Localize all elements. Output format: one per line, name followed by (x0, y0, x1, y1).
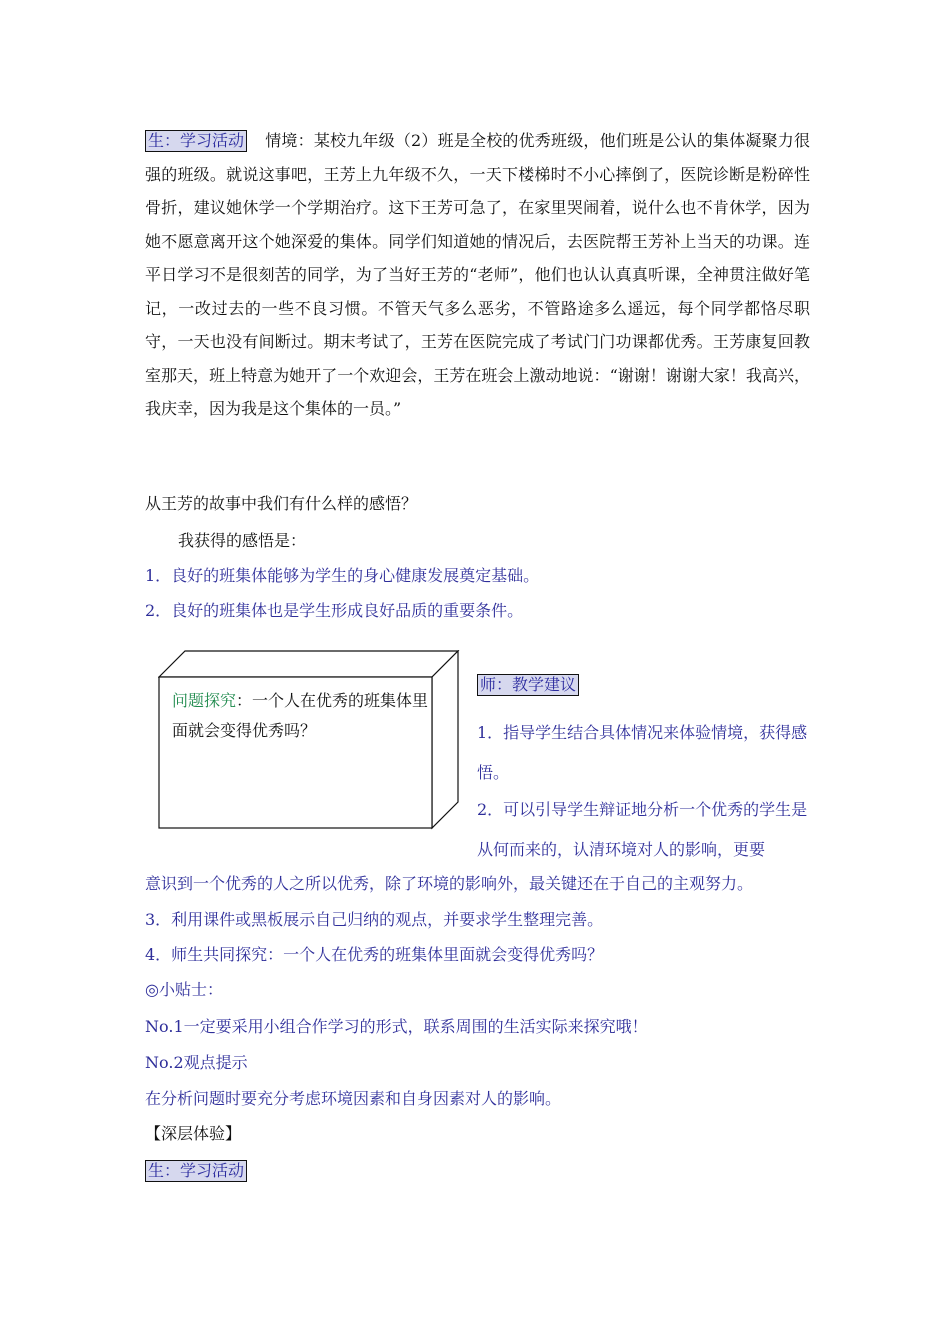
tip-1: No.1一定要采用小组合作学习的形式，联系周围的生活实际来探究哦！ (145, 1017, 648, 1036)
insight-item: 2．良好的班集体也是学生形成良好品质的重要条件。 (145, 601, 524, 620)
situation-paragraph (145, 124, 810, 426)
suggestion-3: 3．利用课件或黑板展示自己归纳的观点，并要求学生整理完善。 (145, 910, 604, 929)
tip-2-text: 在分析问题时要充分考虑环境因素和自身因素对人的影响。 (145, 1089, 562, 1108)
teacher-tag-row (477, 674, 812, 696)
inquiry-label: 问题探究 (172, 691, 237, 710)
inquiry-text-block (172, 686, 434, 746)
student-tag-row-2 (145, 1160, 247, 1182)
suggestion-2-start: 2．可以引导学生辩证地分析一个优秀的学生是从何而来的，认清环境对人的影响，更要 (477, 800, 808, 859)
insight-item: 1．良好的班集体能够为学生的身心健康发展奠定基础。 (145, 566, 540, 585)
suggestion-2-end: 意识到一个优秀的人之所以优秀，除了环境的影响外，最关键还在于自己的主观努力。 (145, 874, 754, 893)
tip-2: No.2观点提示 (145, 1053, 248, 1072)
inquiry-question: ：一个人在优秀的班集体里面就会变得优秀吗？ (172, 691, 429, 740)
situation-text: 情境：某校九年级（2）班是全校的优秀班级，他们班是公认的集体凝聚力很强的班级。就说这事吧，王芳上九年级不久，一天下楼梯时不小心摔倒了，医院诊断是粉碎性骨折，建议她休学一个学期治疗。这下王芳可急了，在家里哭闹着，说什么也不肯休学，因为她不愿意离开这个她深爱的集体。同学们知道她的情况后，去医院帮王芳补上当天的功课。连平日学习不是很刻苦的同学，为了当好王芳的“老师”，他们也认认真真听课，全神贯注做好笔记，一改过去的一些不良习惯。不管天气多么恶劣，不管路途多么遥远，每个同学都恪尽职守，一天也没有间断过。期末考试了，王芳在医院完成了考试门门功课都优秀。王芳康复回教室那天，班上特意为她开了一个欢迎会，王芳在班会上激动地说：“谢谢！谢谢大家！我高兴，我庆幸，因为我是这个集体的一员。” (145, 131, 810, 418)
tips-title: ◎小贴士： (145, 980, 223, 999)
deep-experience-title: 【深层体验】 (145, 1124, 242, 1143)
reflection-question: 从王芳的故事中我们有什么样的感悟？ (145, 494, 418, 513)
insight-intro: 我获得的感悟是： (178, 531, 307, 550)
suggestion-4: 4．师生共同探究：一个人在优秀的班集体里面就会变得优秀吗？ (145, 945, 604, 964)
suggestion-1: 1．指导学生结合具体情况来体验情境，获得感悟。 (477, 723, 808, 782)
student-activity-tag: 生：学习活动 (145, 130, 247, 152)
student-activity-tag-2: 生：学习活动 (145, 1160, 247, 1182)
teacher-suggestion-tag: 师：教学建议 (477, 674, 579, 696)
